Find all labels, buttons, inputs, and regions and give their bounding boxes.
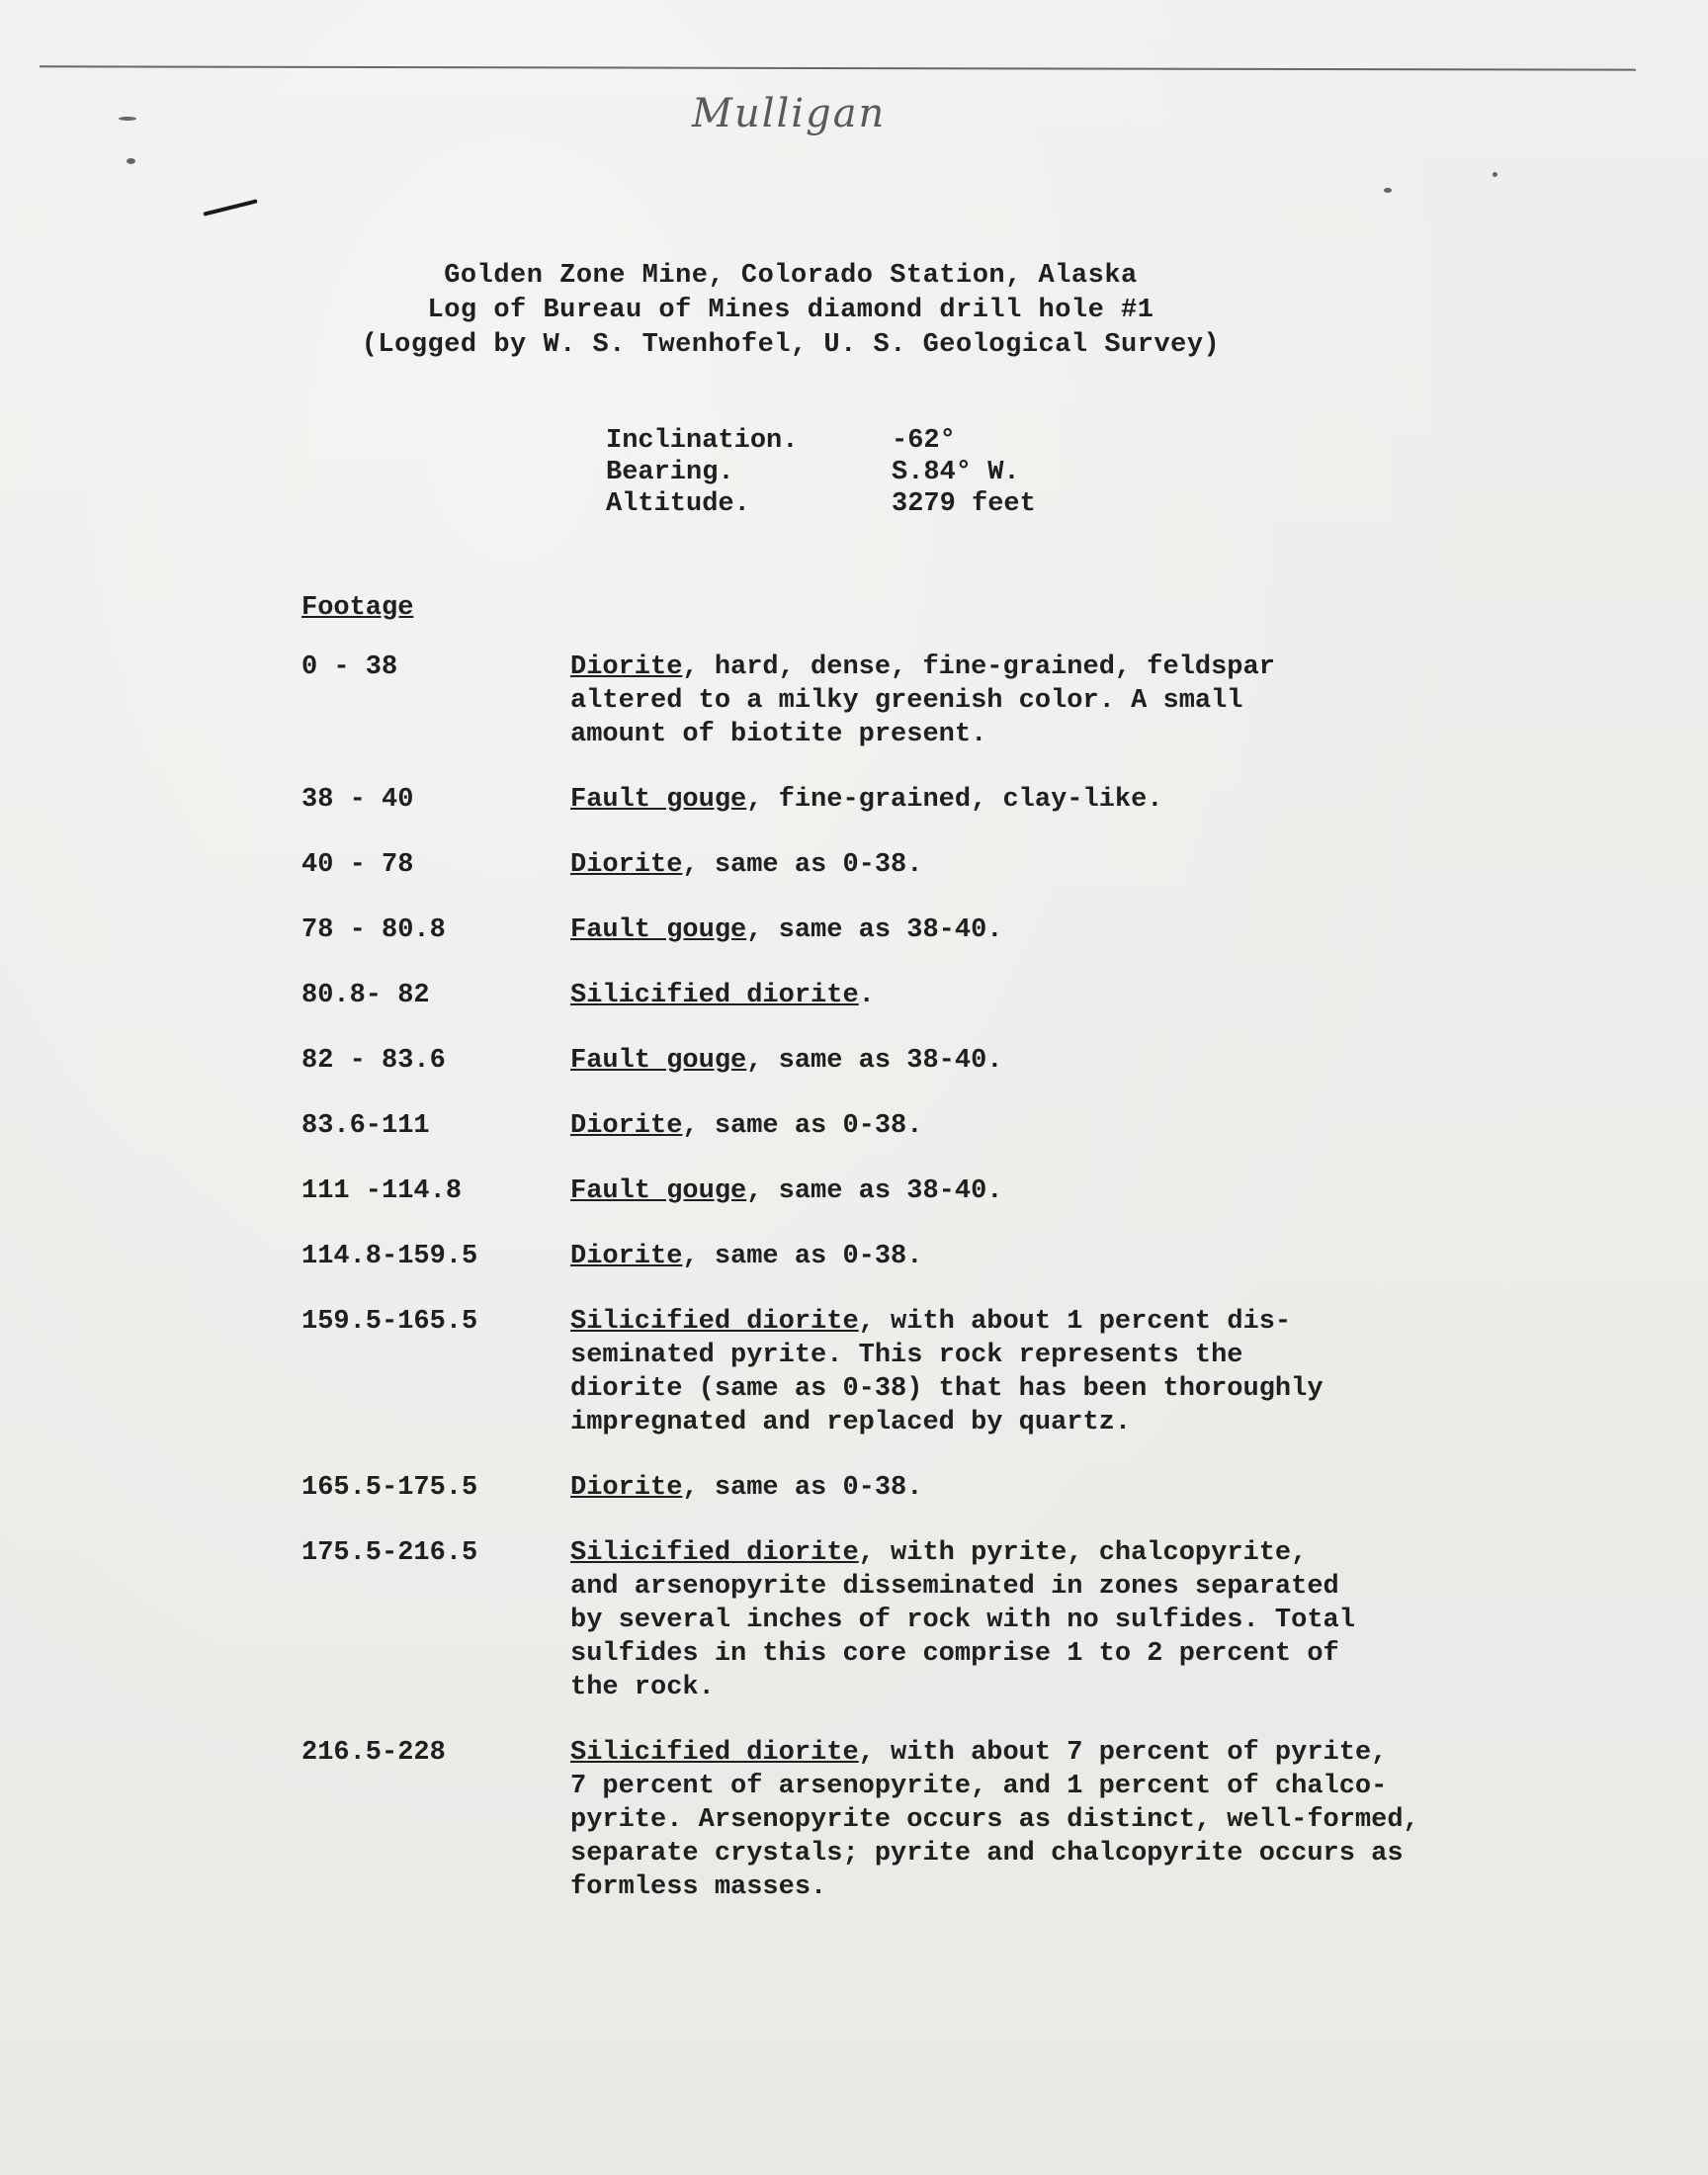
description-text: , same as 38-40.: [746, 915, 1003, 945]
description-text: , with about 1 percent dis- seminated pyrite. This rock represents the diorite (same as 0-38) that has been thoroughly impregnated and replaced by quartz.: [570, 1307, 1324, 1437]
log-description: [570, 1174, 1463, 1208]
footage-range: 80.8- 82: [301, 981, 430, 1010]
altitude-label: Altitude.: [606, 489, 750, 519]
footage-range: 40 - 78: [301, 850, 414, 880]
top-rule-line: [40, 65, 1636, 70]
footage-range: 78 - 80.8: [301, 915, 446, 945]
rock-type: Silicified diorite: [570, 1307, 859, 1337]
log-description: [570, 1109, 1463, 1143]
log-description: [570, 783, 1463, 817]
log-description: [570, 651, 1463, 751]
rock-type: Diorite: [570, 1473, 683, 1503]
log-description: [570, 914, 1463, 947]
document-title: [297, 259, 1285, 363]
log-entry: [297, 914, 1463, 947]
log-entry: [297, 1471, 1463, 1505]
scan-speck: [119, 117, 136, 121]
description-text: , with about 7 percent of pyrite, 7 percent of arsenopyrite, and 1 percent of chalco- pyrite. Arsenopyrite occurs as distinct, well-formed, separate crystals; pyrite and chalcopyrite occurs as formless masses.: [570, 1738, 1419, 1902]
description-text: , hard, dense, fine-grained, feldspar altered to a milky greenish color. A small amount of biotite present.: [570, 652, 1275, 749]
scan-speck: [127, 158, 135, 164]
rock-type: Diorite: [570, 652, 683, 682]
footage-range: 175.5-216.5: [301, 1538, 478, 1568]
log-description: [570, 1536, 1463, 1704]
bearing-row: [606, 457, 1036, 488]
rock-type: Fault gouge: [570, 785, 747, 815]
drill-hole-parameters: [606, 425, 1036, 520]
log-description: [570, 848, 1463, 882]
footage-heading: Footage: [301, 593, 414, 623]
rock-type: Silicified diorite: [570, 981, 859, 1010]
log-description: [570, 979, 1463, 1012]
inclination-value: -62°: [892, 426, 956, 456]
title-line-3: (Logged by W. S. Twenhofel, U. S. Geological Survey): [361, 330, 1221, 360]
description-text: , same as 0-38.: [682, 1111, 923, 1141]
rock-type: Fault gouge: [570, 1176, 747, 1206]
rock-type: Fault gouge: [570, 1046, 747, 1076]
description-text: , fine-grained, clay-like.: [746, 785, 1163, 815]
altitude-value: 3279 feet: [892, 489, 1036, 519]
footage-range: 216.5-228: [301, 1738, 446, 1768]
log-entry: [297, 1240, 1463, 1273]
log-entry: [297, 979, 1463, 1012]
inclination-label: Inclination.: [606, 426, 799, 456]
log-entry: [297, 1305, 1463, 1439]
log-entry: [297, 1109, 1463, 1143]
log-entry: [297, 651, 1463, 751]
drill-log: [297, 651, 1463, 1936]
footage-range: 82 - 83.6: [301, 1046, 446, 1076]
log-entry: [297, 1536, 1463, 1704]
pen-mark: [203, 199, 257, 216]
log-description: [570, 1471, 1463, 1505]
rock-type: Silicified diorite: [570, 1738, 859, 1768]
log-entry: [297, 1174, 1463, 1208]
title-line-2: Log of Bureau of Mines diamond drill hole #1: [427, 296, 1154, 325]
description-text: , with pyrite, chalcopyrite, and arsenopyrite disseminated in zones separated by several inches of rock with no sulfides. Total sulfides in this core comprise 1 to 2 percent of the rock.: [570, 1538, 1355, 1702]
description-text: .: [858, 981, 875, 1010]
footage-range: 0 - 38: [301, 652, 398, 682]
log-description: [570, 1240, 1463, 1273]
description-text: , same as 0-38.: [682, 1473, 923, 1503]
bearing-value: S.84° W.: [892, 458, 1020, 487]
log-entry: [297, 1044, 1463, 1078]
rock-type: Diorite: [570, 1242, 683, 1271]
scan-speck: [1493, 172, 1497, 177]
handwritten-annotation: Mulligan: [692, 91, 887, 136]
log-description: [570, 1044, 1463, 1078]
rock-type: Silicified diorite: [570, 1538, 859, 1568]
log-entry: [297, 783, 1463, 817]
title-line-1: Golden Zone Mine, Colorado Station, Alaska: [444, 261, 1138, 291]
description-text: , same as 0-38.: [682, 850, 923, 880]
footage-range: 111 -114.8: [301, 1176, 463, 1206]
inclination-row: [606, 425, 1036, 457]
altitude-row: [606, 488, 1036, 520]
log-description: [570, 1305, 1463, 1439]
rock-type: Fault gouge: [570, 915, 747, 945]
footage-range: 159.5-165.5: [301, 1307, 478, 1337]
log-description: [570, 1736, 1463, 1904]
scan-speck: [1384, 188, 1392, 193]
footage-range: 114.8-159.5: [301, 1242, 478, 1271]
bearing-label: Bearing.: [606, 458, 734, 487]
rock-type: Diorite: [570, 850, 683, 880]
description-text: , same as 38-40.: [746, 1046, 1003, 1076]
log-entry: [297, 848, 1463, 882]
description-text: , same as 0-38.: [682, 1242, 923, 1271]
footage-range: 165.5-175.5: [301, 1473, 478, 1503]
footage-range: 83.6-111: [301, 1111, 430, 1141]
description-text: , same as 38-40.: [746, 1176, 1003, 1206]
log-entry: [297, 1736, 1463, 1904]
footage-range: 38 - 40: [301, 785, 414, 815]
rock-type: Diorite: [570, 1111, 683, 1141]
